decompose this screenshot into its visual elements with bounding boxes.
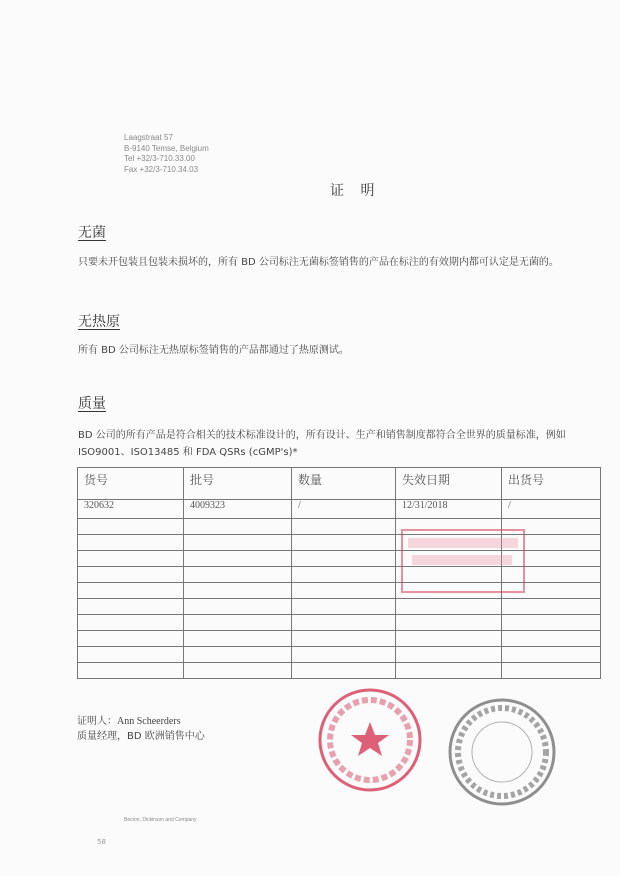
phone-line: Tel +32/3-710.33.00 [124, 154, 195, 163]
section-heading-sterile: 无菌 [78, 225, 106, 241]
page-number: 58 [97, 838, 106, 846]
rectangular-red-stamp [402, 530, 524, 592]
cell-quantity: / [292, 500, 396, 519]
header-lot-no: 批号 [184, 468, 292, 500]
section-heading-pyrogen-free: 无热原 [78, 314, 120, 330]
section-heading-quality: 质量 [78, 396, 106, 412]
header-shipment-no: 出货号 [502, 468, 601, 500]
cell-item-no: 320632 [78, 500, 184, 519]
cell-expiry-date: 12/31/2018 [396, 500, 502, 519]
address-line: Laagstraat 57 [124, 133, 173, 142]
certifier-title: 质量经理，BD 欧洲销售中心 [77, 731, 205, 742]
section-body-quality: BD 公司的所有产品是符合相关的技术标准设计的，所有设计、生产和销售制度都符合全世界的质量标准，例如 ISO9001、ISO13485 和 FDA QSRs (cGMP's)* [78, 430, 566, 458]
section-body-pyrogen-free: 所有 BD 公司标注无热原标签销售的产品都通过了热原测试。 [78, 345, 349, 356]
cell-lot-no: 4009323 [184, 500, 292, 519]
header-quantity: 数量 [292, 468, 396, 500]
round-gray-stamp [450, 700, 554, 804]
fax-line: Fax +32/3-710.34.03 [124, 164, 199, 174]
document-title: 证 明 [330, 183, 381, 199]
address-line: B-9140 Temse, Belgium [124, 143, 209, 153]
header-expiry-date: 失效日期 [396, 468, 502, 500]
certifier-label: 证明人： [77, 716, 117, 727]
section-body-sterile: 只要未开包装且包装未损坏的，所有 BD 公司标注无菌标签销售的产品在标注的有效期内都可认定是无菌的。 [78, 257, 559, 268]
cell-shipment-no: / [502, 500, 601, 519]
round-red-stamp [320, 690, 420, 790]
signature-block [77, 714, 205, 744]
footer-company: Becton, Dickinson and Company [124, 817, 197, 823]
header-item-no: 货号 [78, 468, 184, 500]
certifier-name: Ann Scheerders [117, 716, 181, 727]
